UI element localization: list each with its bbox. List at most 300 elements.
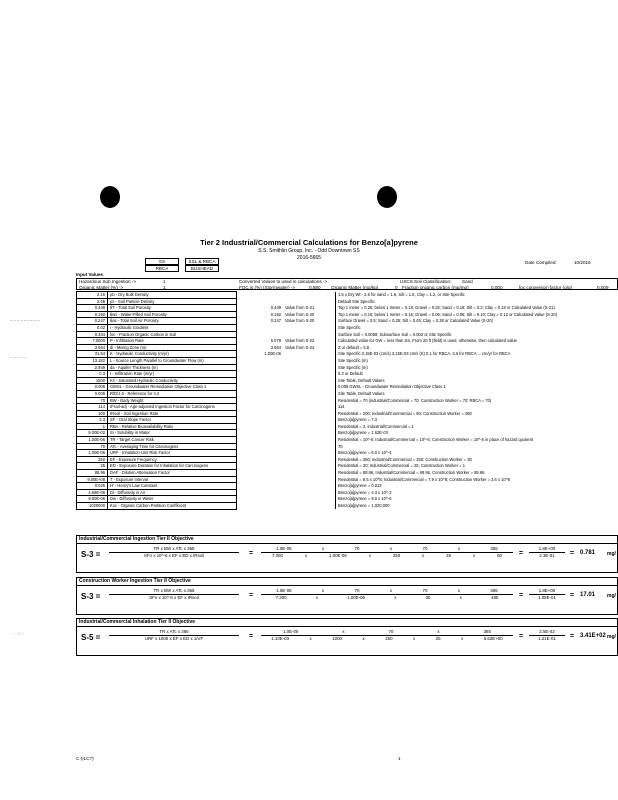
param-d: DAF - Dilution Attenuation Factor	[108, 470, 237, 477]
numerator-value: 365	[490, 546, 498, 551]
param-row	[77, 311, 560, 318]
param-e2	[283, 476, 336, 483]
param-e	[237, 292, 284, 299]
equals-sign: =	[570, 633, 575, 640]
param-v: 9.00E-06	[77, 496, 108, 503]
param-v: 7.0000	[77, 338, 108, 345]
denominator-value: 25	[435, 636, 441, 641]
param-e	[237, 410, 284, 417]
equals-sign: =	[519, 592, 524, 599]
param-row	[77, 463, 560, 470]
param-e2	[283, 384, 336, 391]
param-e2	[283, 450, 336, 457]
param-e	[237, 470, 284, 477]
calc-unit: mg/	[607, 551, 616, 557]
denominator-value: x	[304, 553, 308, 558]
calc-result: 17.01	[580, 592, 596, 598]
ratio-numerator: 1.8E+00	[529, 546, 565, 553]
param-d: ATc - Averaging Time for Carcinogens	[108, 443, 237, 450]
param-e	[237, 324, 284, 331]
param-row	[77, 496, 560, 503]
param-e: 0.247	[270, 318, 281, 324]
param-v: 0.192	[77, 311, 108, 318]
param-v: 0.02	[77, 324, 108, 331]
equals-sign: =	[570, 550, 575, 557]
param-v: 2.949	[77, 364, 108, 371]
denominator-value: 250	[392, 553, 401, 558]
param-e	[237, 456, 284, 463]
param-e: 1.00E-06	[264, 351, 281, 357]
param-d: foc - Fraction Organic Carbon in Soil	[108, 331, 237, 338]
denominator-value: 1000	[332, 636, 343, 641]
ratio-numerator: 2.5E-02	[529, 629, 565, 636]
param-row	[77, 417, 560, 424]
param-e2	[283, 371, 336, 378]
calc-values	[261, 546, 513, 559]
job-number: 2016-5665	[297, 255, 321, 261]
param-d: IRsoil - Soil Ingestion Rate	[108, 410, 237, 417]
denominator-value: 25	[446, 553, 452, 558]
scan-mark-3: . . , ; . .	[12, 630, 25, 635]
param-e2	[283, 397, 336, 404]
param-v: 1.00E-06	[77, 437, 108, 444]
param-e2: Value from S-21	[285, 305, 315, 311]
parameters-table	[76, 291, 559, 510]
param-row	[77, 344, 560, 351]
foc-desc: Fraction organic carbon (mg/mg)	[402, 284, 469, 290]
param-e2	[283, 489, 336, 496]
calc-result: 0.781	[580, 550, 596, 556]
param-v: 5.00E-02	[77, 430, 108, 437]
param-e2	[283, 417, 336, 424]
param-e	[237, 430, 284, 437]
calc-title: Industrial/Commercial Ingestion Tier II Objective	[77, 536, 617, 544]
param-n: Calculated value for GW = less than SS, From 20 ft (field) is used, otherwise, then calculated value	[336, 338, 560, 345]
scan-mark-1: ~ ~ ~ ~ ~ ~ ~ ~ ~	[10, 318, 40, 323]
param-row	[77, 298, 560, 305]
ratio-denominator: 1.21E-01	[538, 636, 556, 641]
param-e: 6.078	[270, 338, 281, 344]
param-row	[77, 377, 560, 384]
numerator-value: 1.0E-06	[276, 588, 292, 593]
foc-desc-value: 0.000	[491, 284, 503, 290]
param-row	[77, 430, 560, 437]
param-row	[77, 456, 560, 463]
denominator-value: 7.300	[271, 553, 283, 558]
box-ss: SS	[145, 258, 179, 265]
param-e	[237, 443, 284, 450]
param-d: Di - Diffusivity in Air	[108, 489, 237, 496]
param-n: Residential = 10^-6; Industrial/Commercial = 10^-6; Construction Worker = 10^-6 in place of hazard quotient	[336, 437, 560, 444]
numerator-value: x	[437, 629, 440, 634]
param-e2	[283, 463, 336, 470]
ratio-denominator: 1.05E-01	[538, 595, 556, 600]
footer-left: C-(ILC?)	[76, 756, 94, 761]
param-d: di - Mixing Zone (m)	[108, 344, 237, 351]
param-e2	[283, 483, 336, 490]
param-v: 3.664	[77, 344, 108, 351]
equals-sign: =	[249, 592, 254, 599]
hazard-value: 1	[163, 279, 166, 284]
calc-ratio	[529, 629, 565, 642]
param-v: 0.025	[77, 483, 108, 490]
param-d: ρb - Dry Bulk Density	[108, 292, 237, 299]
param-v: 114	[77, 404, 108, 411]
param-n: Site Table, Default Values	[336, 377, 560, 384]
param-n: Residential = 88.96, Industrial/Commercial = 88.96, Construction Worker = 88.96	[336, 470, 560, 477]
equals-sign: =	[519, 633, 524, 640]
numerator-value: x	[322, 588, 325, 593]
organic-matter-label: Organic Matter (mg/kg)	[331, 284, 379, 290]
inputs-label: Input Values	[76, 272, 104, 277]
param-v: 1020000	[77, 503, 108, 510]
param-v: 100	[77, 410, 108, 417]
param-v: 1	[77, 423, 108, 430]
calc-values	[261, 588, 513, 601]
param-row	[77, 318, 560, 325]
param-row	[77, 338, 560, 345]
param-e2	[283, 443, 336, 450]
param-row	[77, 397, 560, 404]
param-v: 2.65	[77, 298, 108, 305]
param-n: Surface Soil = 0.0058; Subsurface Soil = 0.002 or Site Specific	[336, 331, 560, 338]
param-d: RfD/1.0 - Reference for 4.2	[108, 390, 237, 397]
calc-formula	[109, 629, 239, 642]
conv-value: 0.009	[597, 284, 609, 290]
calc-ratio	[529, 546, 565, 559]
numerator-value: x	[457, 546, 461, 551]
param-n: Benzo[a]pyrene = 1,020,000	[336, 503, 560, 510]
param-d: H' - Henry's Law Constant	[108, 483, 237, 490]
param-v: 31.54	[77, 351, 108, 358]
equals-sign: =	[249, 550, 254, 557]
formula-denominator: SFo x 10^-6 x EF x IRsoil	[149, 595, 199, 600]
param-v: 13.182	[77, 357, 108, 364]
param-e2	[283, 456, 336, 463]
param-n: 70	[336, 443, 560, 450]
param-d: K - Hydraulic Conductivity (m/yr)	[108, 351, 237, 358]
param-e2	[283, 423, 336, 430]
denominator-value: 7.300	[275, 595, 287, 600]
param-v: 0.439	[77, 305, 108, 312]
param-n: Benzo[a]pyrene = 4.3 x 10^-2	[336, 489, 560, 496]
param-e	[237, 483, 284, 490]
param-e2	[283, 496, 336, 503]
param-n: Site Specific 3.15E-03 (cm/s) 3.15E-03 cm/s (K) 0.1 for RBCA, 3.6 for RBCA ... cm/yr for RBCA	[336, 351, 560, 358]
calc-result: 3.41E+02	[580, 633, 606, 639]
box-rbca: RBCA	[145, 265, 179, 272]
param-n: Z or default = 5.8	[336, 344, 560, 351]
calc-formula	[109, 588, 239, 601]
param-e	[237, 384, 284, 391]
param-v: 88.96	[77, 470, 108, 477]
numerator-value: 1.0E-06	[276, 546, 292, 551]
formula-numerator: TR x BW x ATc x 365	[109, 546, 239, 553]
param-d: IFsoil-adj - Age-adjusted Ingestion Factor for Carcinogens	[108, 404, 237, 411]
param-row	[77, 437, 560, 444]
uscs-label: USCS Soil Classification:	[400, 279, 452, 284]
foc-label: FOC is (%) (Stormwater) ->	[239, 284, 296, 290]
calc-label: S-5 =	[81, 633, 101, 642]
param-d: T - Exposure Interval	[108, 476, 237, 483]
page-title: Tier 2 Industrial/Commercial Calculations for Benzo[a]pyrene	[200, 238, 418, 247]
numerator-value: x	[322, 546, 325, 551]
param-n: Benzo[a]pyrene = 1.62E-03	[336, 430, 560, 437]
author-line: S.S. Smithlin Group, Inc. - Odd Downtown SS	[258, 248, 360, 254]
denominator-value: x	[368, 553, 371, 558]
param-v: 2.15	[77, 292, 108, 299]
numerator-value: x	[342, 629, 345, 634]
organic-label: Organic Matter (%) ->	[79, 284, 124, 290]
param-d: SF - Oral Slope Factor	[108, 417, 237, 424]
numerator-value: 70	[354, 588, 360, 593]
param-v: 250	[77, 456, 108, 463]
param-e	[237, 298, 284, 305]
organic-matter-value: 0	[395, 284, 398, 290]
param-d: ρs - Soil Particle Density	[108, 298, 237, 305]
param-row	[77, 364, 560, 371]
param-e: 0.192	[270, 311, 281, 317]
denominator-value: x	[362, 636, 365, 641]
param-e2: Value from S-20	[285, 318, 315, 324]
param-row	[77, 489, 560, 496]
param-row	[77, 331, 560, 338]
param-n: Top 1 meter = 0.25; below 1 meter = 0.18; Gravel = 0.32; Sand = 0.18; Silt = 0.2; Clay = 0.18 or Calculated Value (S-21)	[336, 305, 560, 312]
formula-denominator: SFo x 10^-6 x EF x ED x IRsoil	[143, 553, 205, 558]
param-e	[237, 371, 284, 378]
param-e2	[283, 430, 336, 437]
denominator-value: x	[394, 595, 397, 600]
numerator-value: 365	[490, 588, 498, 593]
param-row	[77, 410, 560, 417]
param-e2	[283, 470, 336, 477]
param-e	[237, 489, 284, 496]
param-d: Si - Solubility in Water	[108, 430, 237, 437]
param-n: Residential = 200; Industrial/Commercial = 50; Construction Worker = 480	[336, 410, 560, 417]
param-v: 0.008	[77, 390, 108, 397]
param-v: 70	[77, 443, 108, 450]
denominator-value: 1.00E-06	[347, 595, 365, 600]
param-d: ED - Exposure Duration for Inhalation for Carcinogens	[108, 463, 237, 470]
param-e: 0.439	[270, 305, 281, 311]
hazard-label: Hazardous Sub Ingestion ->	[79, 279, 137, 284]
denominator-value: x	[461, 636, 464, 641]
param-e2: Value from S-24	[285, 344, 315, 350]
param-v: 2.3	[77, 417, 108, 424]
param-e	[237, 397, 284, 404]
param-d: Ks - Saturated Hydraulic Conductivity	[108, 377, 237, 384]
param-n: Benzo[a]pyrene = 6.0 x 10^-4	[336, 450, 560, 457]
calc-unit: mg/	[607, 634, 616, 640]
param-e	[237, 331, 284, 338]
param-e2	[283, 351, 336, 358]
param-e	[237, 463, 284, 470]
param-n: Benzo[a]pyrene = 9.0 x 10^-6	[336, 496, 560, 503]
param-n: Benzo[a]pyrene = 0.013	[336, 483, 560, 490]
param-row	[77, 450, 560, 457]
denominator-value: x	[472, 553, 476, 558]
calc-formula	[109, 546, 239, 559]
calc-section	[76, 577, 618, 615]
denominator-value: x	[422, 553, 425, 558]
param-e2	[283, 331, 336, 338]
denominator-value: 250	[385, 636, 393, 641]
param-e2	[283, 404, 336, 411]
param-n: Residential = 350; Industrial/Commercial = 250; Construction Worker = 30	[336, 456, 560, 463]
param-e2	[283, 292, 336, 299]
param-d: Koc - Organic Carbon Partition Coefficient	[108, 503, 237, 510]
denominator-value: 1.00E-06	[328, 553, 347, 558]
param-row	[77, 305, 560, 312]
conv-label: foc conversion factor (g/g)	[519, 284, 573, 290]
param-row	[77, 423, 560, 430]
foc-value: 0.580	[309, 284, 321, 290]
param-row	[77, 390, 560, 397]
param-n: Surface Gravel = 0.5; Sand = 0.25; Silt = 0.45; Clay = 0.38 or Calculated Value (S-20)	[336, 318, 560, 325]
uscs-value: Sand	[462, 279, 473, 284]
equals-sign: =	[570, 592, 575, 599]
param-d: Dw - Diffusivity in Water	[108, 496, 237, 503]
param-d: θws - Water-Filled Soil Porosity	[108, 311, 237, 318]
scan-mark-2: - - - - - - -	[10, 354, 26, 359]
calc-values	[261, 629, 513, 642]
param-e2	[283, 298, 336, 305]
param-e	[237, 496, 284, 503]
box-bushead: BUSHEAD	[185, 265, 219, 272]
param-d: GWSL - Groundwater Remediation Objective Class 1	[108, 384, 237, 391]
param-n: Top 1 meter = 0.15; below 1 meter = 0.15; Gravel = 0.06; Sand = 0.06; Silt = 0.10; Clay = 0.12 or Calculated Value (S-20)	[336, 311, 560, 318]
param-n: 1.5 x Dry Wt - 2.6 for sand = 1.6, Silt = 1.6, Clay = 1.2, or Site Specific	[336, 292, 560, 299]
param-e	[237, 417, 284, 424]
ratio-denominator: 2.3E-01	[539, 553, 555, 558]
calc-unit: mg/	[607, 593, 616, 599]
param-row	[77, 292, 560, 299]
param-e	[237, 476, 284, 483]
param-n: Residential = 9.5 x 10^8; Industrial/Commercial = 7.9 x 10^8; Construction Worker = 3.6 x 10^8	[336, 476, 560, 483]
denominator-value: x	[309, 636, 312, 641]
param-v: 0.247	[77, 318, 108, 325]
param-d: da - Aquifer Thickness (m)	[108, 364, 237, 371]
denominator-value: x	[315, 595, 318, 600]
numerator-value: 365	[483, 629, 491, 634]
calc-label: S-3 =	[81, 550, 101, 559]
param-d: I - Infiltration Rate (m/yr)	[108, 371, 237, 378]
param-row	[77, 470, 560, 477]
param-d: i - Hydraulic Gradient	[108, 324, 237, 331]
param-v: 70	[77, 397, 108, 404]
param-e2	[283, 324, 336, 331]
numerator-value: 70	[422, 546, 428, 551]
param-e	[237, 364, 284, 371]
param-d: TR - Target Cancer Risk	[108, 437, 237, 444]
denominator-value: 5.62E+00	[483, 636, 503, 641]
calc-section	[76, 535, 618, 573]
param-row	[77, 483, 560, 490]
calc-title: Industrial/Commercial Inhalation Tier II Objective	[77, 619, 617, 627]
param-n: 0.005 GWSL - Groundwater Remediation Objective Class 1	[336, 384, 560, 391]
param-e2	[283, 364, 336, 371]
denominator-value: 50	[497, 553, 502, 558]
date-label: Date Compiled:	[525, 260, 557, 265]
numerator-value: x	[389, 588, 393, 593]
param-e2	[283, 503, 336, 510]
date-value: 10/2016	[574, 260, 591, 265]
param-d: P - Infiltration Rate	[108, 338, 237, 345]
organic-value: 1	[163, 284, 166, 290]
punch-hole-right	[377, 186, 397, 208]
param-v: 1.00E-06	[77, 450, 108, 457]
equals-sign: =	[519, 550, 524, 557]
param-d: EF - Exposure Frequency	[108, 456, 237, 463]
param-d: BW - Body Weight	[108, 397, 237, 404]
param-d: θT - Total Soil Porosity	[108, 305, 237, 312]
param-n: 0.3 or Default	[336, 371, 560, 378]
param-n: Site Specific (m)	[336, 364, 560, 371]
param-e	[237, 450, 284, 457]
param-row	[77, 476, 560, 483]
numerator-value: x	[389, 546, 393, 551]
punch-hole-left	[100, 186, 120, 208]
calc-ratio	[529, 588, 565, 601]
param-e	[237, 357, 284, 364]
numerator-value: 1.0E-06	[282, 629, 299, 634]
param-v: 1500	[77, 377, 108, 384]
param-e: 3.664	[270, 344, 281, 350]
param-v: 9.00E+08	[77, 476, 108, 483]
input-header	[76, 278, 618, 290]
page-number: 1	[398, 756, 401, 761]
formula-numerator: TR x ATc x 365	[109, 629, 239, 636]
param-n: Site Table, Default Values	[336, 390, 560, 397]
param-d: URF - Inhalation Unit Risk Factor	[108, 450, 237, 457]
calc-section	[76, 618, 618, 656]
param-e2	[283, 377, 336, 384]
param-e2	[283, 390, 336, 397]
param-row	[77, 324, 560, 331]
param-e	[237, 423, 284, 430]
param-v: 25	[77, 463, 108, 470]
param-row	[77, 351, 560, 358]
param-v: 0.344	[77, 331, 108, 338]
param-row	[77, 503, 560, 510]
param-n: Default Site Specific	[336, 298, 560, 305]
param-v: 0.005	[77, 384, 108, 391]
param-row	[77, 371, 560, 378]
param-e	[237, 390, 284, 397]
box-ssl-rbca: SSL & RBCA	[185, 258, 219, 265]
ratio-numerator: 1.8E+00	[529, 588, 565, 595]
param-e2	[283, 437, 336, 444]
param-e	[237, 404, 284, 411]
denominator-value: x	[413, 636, 416, 641]
param-row	[77, 404, 560, 411]
param-e2	[283, 357, 336, 364]
param-n: Residential = 2, industrial/Commercial = 1	[336, 423, 560, 430]
param-n: 114	[336, 404, 560, 411]
numerator-value: 70	[354, 546, 360, 551]
numerator-value: x	[457, 588, 461, 593]
param-row	[77, 443, 560, 450]
param-row	[77, 357, 560, 364]
param-e	[237, 377, 284, 384]
param-n: Site Specific	[336, 324, 560, 331]
param-v: 0.3	[77, 371, 108, 378]
calc-title: Construction Worker Ingestion Tier II Objective	[77, 578, 617, 586]
numerator-value: 70	[388, 629, 394, 634]
param-e2: Value from S-22	[285, 338, 315, 344]
param-row	[77, 384, 560, 391]
param-e2	[283, 410, 336, 417]
